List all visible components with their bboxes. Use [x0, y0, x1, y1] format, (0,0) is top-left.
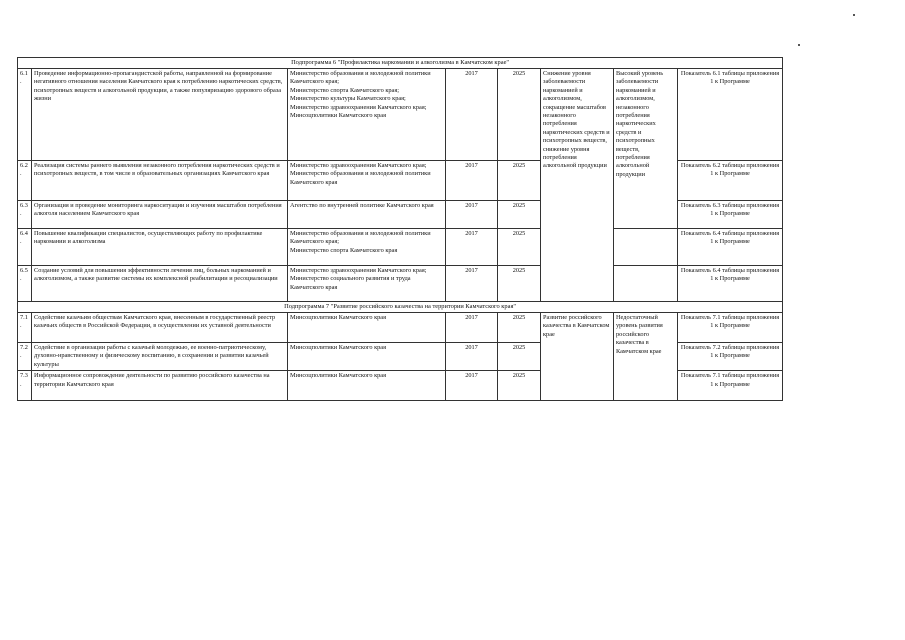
end-year: 2025 — [498, 343, 541, 371]
expected-result: Развитие российского казачества в Камчатском крае — [541, 313, 614, 401]
activity-name: Содействие в организации работы с казачьей молодежью, ее военно-патриотическому, духовно-нравственному и физическому воспитанию, в сохранении и развитии казачьей культуры — [32, 343, 288, 371]
indicator-link: Показатель 7.2 таблицы приложения 1 к Программе — [678, 343, 783, 371]
end-year: 2025 — [498, 371, 541, 401]
executors-cell — [288, 69, 446, 161]
activity-name: Создание условий для повышения эффективности лечения лиц, больных наркоманией и алкоголизмом, а также развитие системы их комплексной реабилитации и ресоциализации — [32, 266, 288, 302]
scan-speck — [798, 44, 800, 46]
start-year: 2017 — [446, 343, 498, 371]
end-year: 2025 — [498, 266, 541, 302]
activity-name: Проведение информационно-пропагандистской работы, направленной на формирование негативного отношения населения Камчатского края к потреблению наркотических средств, психотропных веществ и алкогольной продукции, а также популяризацию здорового образа жизни — [32, 69, 288, 161]
start-year: 2017 — [446, 229, 498, 266]
indicator-link: Показатель 6.2 таблицы приложения 1 к Программе — [678, 161, 783, 201]
expected-result: Снижение уровня заболеваемости наркоманией и алкоголизмом, сокращение масштабов незаконного потребления наркотических средств и психотропных веществ, снижение уровня потребления алкогольной продукции — [541, 69, 614, 302]
end-year: 2025 — [498, 229, 541, 266]
indicator-link: Показатель 6.1 таблицы приложения 1 к Программе — [678, 69, 783, 161]
indicator-link: Показатель 6.4 таблицы приложения 1 к Программе — [678, 229, 783, 266]
executor: Минсоцполитики Камчатского края — [290, 112, 386, 120]
end-year: 2025 — [498, 201, 541, 229]
empty-cell — [614, 266, 678, 302]
row-number: 6.5. — [18, 266, 32, 302]
executors-cell — [288, 343, 446, 371]
end-year: 2025 — [498, 161, 541, 201]
executor: Министерство социального развития и труда Камчатского края — [290, 275, 411, 291]
section-header-row — [18, 302, 783, 313]
executors-cell — [288, 313, 446, 343]
executor: Министерство здравоохранения Камчатского края; — [290, 162, 427, 169]
start-year: 2017 — [446, 69, 498, 161]
indicator-link: Показатель 7.1 таблицы приложения 1 к Программе — [678, 371, 783, 401]
executor: Министерство образования и молодежной политики Камчатского края; — [290, 70, 431, 86]
activity-name: Реализация системы раннего выявления незаконного потребления наркотических средств и психотропных веществ, в том числе в образовательных организациях Камчатского края — [32, 161, 288, 201]
section-title: Подпрограмма 7 "Развитие российского казачества на территории Камчатского края" — [18, 302, 783, 313]
start-year: 2017 — [446, 313, 498, 343]
executors-cell — [288, 161, 446, 201]
activity-name: Организация и проведение мониторинга наркоситуации и изучения масштабов потребления алкоголя населением Камчатского края — [32, 201, 288, 229]
row-number: 7.2. — [18, 343, 32, 371]
activity-name: Информационное сопровождение деятельности по развитию российского казачества на территории Камчатского края — [32, 371, 288, 401]
table-row — [18, 69, 783, 161]
executor: Министерство образования и молодежной политики Камчатского края — [290, 170, 431, 186]
indicator-link: Показатель 6.4 таблицы приложения 1 к Программе — [678, 266, 783, 302]
scan-speck — [853, 14, 855, 16]
row-number: 7.1. — [18, 313, 32, 343]
row-number: 6.1. — [18, 69, 32, 161]
executor: Министерство образования и молодежной политики Камчатского края; — [290, 230, 431, 246]
indicator-link: Показатель 6.3 таблицы приложения 1 к Программе — [678, 201, 783, 229]
row-number: 6.2. — [18, 161, 32, 201]
activity-name: Содействие казачьим обществам Камчатского края, внесенным в государственный реестр казачьих обществ в Российской Федерации, в осуществлении их уставной деятельности — [32, 313, 288, 343]
start-year: 2017 — [446, 266, 498, 302]
section-header-row — [18, 58, 783, 69]
end-year: 2025 — [498, 69, 541, 161]
end-year: 2025 — [498, 313, 541, 343]
row-number: 7.3. — [18, 371, 32, 401]
executor: Министерство культуры Камчатского края; — [290, 95, 406, 103]
program-activities-table — [17, 57, 783, 401]
non-implementation-consequence: Высокий уровень заболеваемости наркоманией и алкоголизмом, незаконного потребления наркотических средств и психотропных веществ, потребления алкогольной продукции — [614, 69, 678, 229]
row-number: 6.3. — [18, 201, 32, 229]
table-row — [18, 266, 783, 302]
executor: Минсоцполитики Камчатского края — [290, 314, 386, 321]
section-title: Подпрограмма 6 "Профилактика наркомании и алкоголизма в Камчатском крае" — [18, 58, 783, 69]
activity-name: Повышение квалификации специалистов, осуществляющих работу по профилактике наркомании и алкоголизма — [32, 229, 288, 266]
executor: Министерство спорта Камчатского края; — [290, 86, 399, 94]
row-number: 6.4. — [18, 229, 32, 266]
table-row — [18, 313, 783, 343]
executor: Министерство здравоохранения Камчатского края; — [290, 267, 427, 274]
executors-cell — [288, 266, 446, 302]
executor: Минсоцполитики Камчатского края — [290, 344, 386, 351]
executor: Министерство здравоохранения Камчатского края; — [290, 103, 427, 111]
indicator-link: Показатель 7.1 таблицы приложения 1 к Программе — [678, 313, 783, 343]
start-year: 2017 — [446, 371, 498, 401]
start-year: 2017 — [446, 201, 498, 229]
executors-cell — [288, 229, 446, 266]
empty-cell — [614, 229, 678, 266]
start-year: 2017 — [446, 161, 498, 201]
executor: Министерство спорта Камчатского края — [290, 246, 398, 254]
executor: Минсоцполитики Камчатского края — [290, 372, 386, 380]
executors-cell — [288, 371, 446, 401]
executor: Агентство по внутренней политике Камчатского края — [290, 202, 434, 209]
executors-cell — [288, 201, 446, 229]
non-implementation-consequence: Недостаточный уровень развития российского казачества в Камчатском крае — [614, 313, 678, 401]
table-row — [18, 229, 783, 266]
